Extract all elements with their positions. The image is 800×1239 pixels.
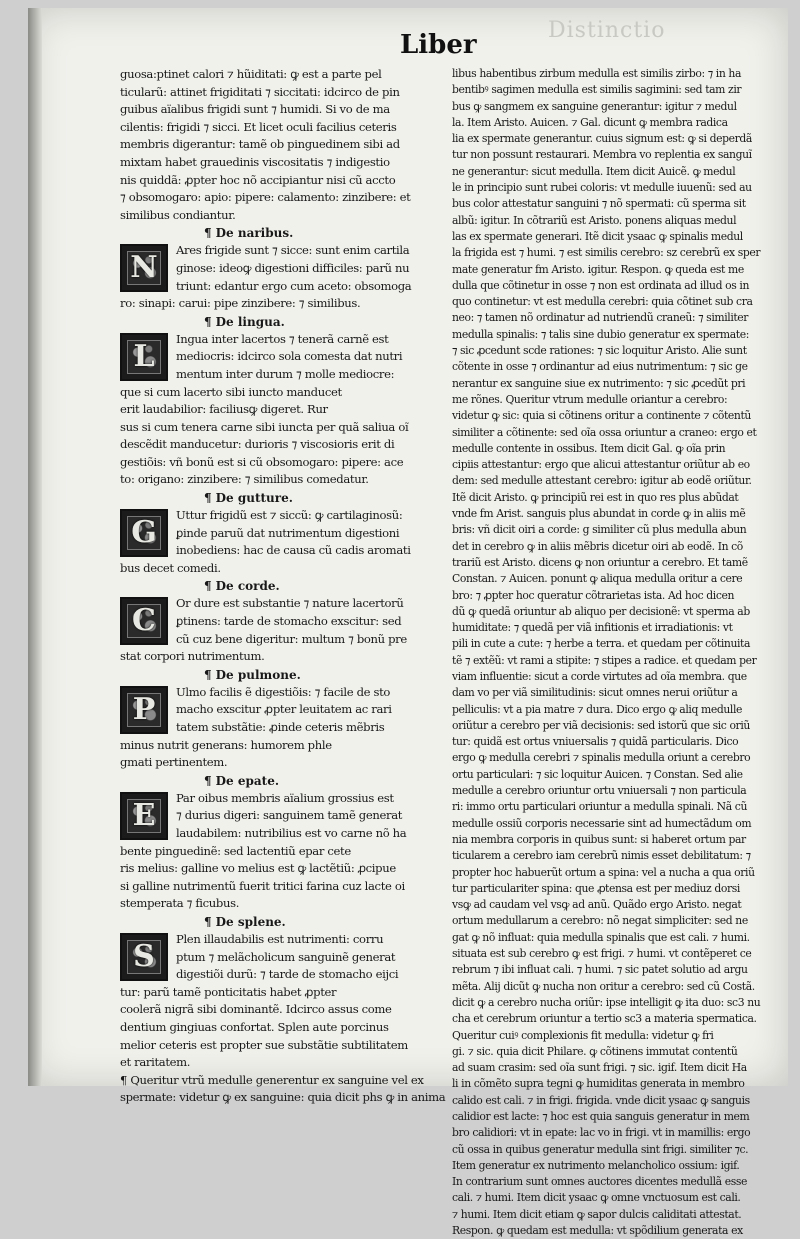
text-line: ptum ⁊ melãcholicum sanguinẽ generat xyxy=(176,949,396,964)
text-line: ne generantur: sicut medulla. Item dicit Auicẽ. ꝙ medul xyxy=(452,164,736,178)
text-line: tatem substãtie: ꝓinde ceteris mẽbris xyxy=(176,720,385,734)
text-line: Respon. ꝙ quedam est medulla: vt spõdilium generata ex xyxy=(452,1224,743,1238)
text-line: si galline nutrimentũ fuerit tritici farina cuz lacte oi xyxy=(120,878,405,893)
text-line: tur particulariter spina: que ꝓtensa est per mediuz dorsi xyxy=(452,881,740,895)
text-line: calidior est lacte: ⁊ hoc est quia sanguis generatur in mem xyxy=(452,1110,750,1123)
text-line: bente pinguedinẽ: sed lactentiũ epar cete xyxy=(120,843,351,858)
section-heading-text: De splene. xyxy=(215,914,286,929)
section-heading-text: De lingua. xyxy=(215,314,285,329)
text-line: Ulmo facilis ẽ digestiõis: ⁊ facile de sto xyxy=(176,684,391,699)
text-line: dulla que cõtinetur in osse ⁊ non est ordinata ad illud os in xyxy=(452,278,750,292)
text-line: la. Item Aristo. Auicen. ⁊ Gal. dicunt ꝙ membra radica xyxy=(452,115,728,129)
decorated-initial xyxy=(120,597,168,645)
text-line: medulla spinalis: ⁊ talis sine dubio generatur ex spermate: xyxy=(452,327,749,341)
text-line: guibus aïalibus frigidi sunt ⁊ humidi. Si vo de ma xyxy=(120,102,390,117)
text-line: oriũtur a cerebro per viã decisionis: sed istorũ que sic oriũ xyxy=(452,718,750,732)
text-line: tur: parũ tamẽ ponticitatis habet ꝓpter xyxy=(120,984,337,999)
text-line: cali. ⁊ humi. Item dicit ysaac ꝙ omne vnctuosum est cali. xyxy=(452,1191,741,1205)
initial-letter: L xyxy=(133,338,155,374)
left-column xyxy=(120,66,460,1107)
pilcrow-mark: ¶ xyxy=(204,914,212,929)
section-heading-text: De naribus. xyxy=(215,226,294,241)
decorated-initial xyxy=(120,509,168,557)
text-line: mixtam habet grauedinis viscositatis ⁊ indigestio xyxy=(120,154,390,169)
text-line: libus habentibus zirbum medulla est similis zirbo: ⁊ in ha xyxy=(452,67,742,80)
text-line: et raritatem. xyxy=(120,1055,191,1070)
text-line: Constan. ⁊ Auicen. ponunt ꝙ aliqua medulla oritur a cere xyxy=(452,572,743,586)
text-line: rebrum ⁊ ibi influat cali. ⁊ humi. ⁊ sic patet solutio ad argu xyxy=(452,963,748,977)
section-heading xyxy=(120,913,460,931)
text-line: Item generatur ex nutrimento melancholico ossium: igif. xyxy=(452,1158,740,1172)
text-line: vsꝙ ad caudam vel vsꝙ ad anũ. Quãdo ergo Aristo. negat xyxy=(452,898,742,912)
section-body xyxy=(120,507,460,577)
text-line: situata est sub cerebro ꝙ est frigi. ⁊ humi. vt contẽperet ce xyxy=(452,947,752,961)
section-body xyxy=(120,595,460,665)
text-line: Par oibus membris aïalium grossius est xyxy=(176,790,394,805)
decorated-initial xyxy=(120,792,168,840)
text-line: ticularem a cerebro iam cerebrũ nimis esset debilitatum: ⁊ xyxy=(452,849,751,863)
text-line: similiter a cõtinente: sed oĩa ossa oriuntur a craneo: ergo et xyxy=(452,425,757,439)
section-body xyxy=(120,684,460,772)
section-heading xyxy=(120,772,460,790)
text-line: dentium gingiuas confortat. Splen aute porcinus xyxy=(120,1019,389,1034)
text-line: bus ꝙ sangmem ex sanguine generantur: igitur ⁊ medul xyxy=(452,99,737,113)
section-body xyxy=(120,790,460,913)
text-line: ⁊ humi. Item dicit etiam ꝙ sapor dulcis caliditati attestat. xyxy=(452,1207,742,1221)
text-line: medulle a cerebro oriuntur ortu vniuersali ⁊ non particula xyxy=(452,784,747,798)
initial-letter: N xyxy=(130,250,158,286)
text-line: bentibꝰ sagimen medulla est similis sagimini: sed tam zir xyxy=(452,83,742,97)
text-line: ri: immo ortu particulari oriuntur a medulla spinali. Nã cũ xyxy=(452,800,747,814)
page-gutter xyxy=(28,8,42,1086)
text-line: ginose: ideoꝙ digestioni difficiles: parũ nu xyxy=(176,260,410,275)
text-line: ꝑinde paruũ dat nutrimentum digestioni xyxy=(176,525,400,540)
text-line: erit laudabilior: faciliusꝙ digeret. Rur xyxy=(120,402,328,417)
text-line: In contrarium sunt omnes auctores dicentes medullã esse xyxy=(452,1175,747,1189)
decorated-initial xyxy=(120,244,168,292)
section-heading-text: De gutture. xyxy=(215,491,293,506)
text-line: det in cerebro ꝙ in aliis mẽbris dicetur oiri ab eodẽ. In cõ xyxy=(452,539,743,553)
section-heading-text: De corde. xyxy=(215,579,280,594)
section-heading xyxy=(120,666,460,684)
text-line: medulle ossiũ corporis necessarie sint ad humectãdum om xyxy=(452,816,752,830)
text-line: tẽ ⁊ extẽũ: vt rami a stipite: ⁊ stipes a radice. et quedam per xyxy=(452,653,757,667)
text-line: melior ceteris est propter sue substãtie subtilitatem xyxy=(120,1037,408,1052)
text-line: Uttur frigidũ est ⁊ siccũ: ꝙ cartilaginosũ: xyxy=(176,508,403,523)
text-line: Plen illaudabilis est nutrimenti: corru xyxy=(176,931,384,946)
text-line: trariũ est Aristo. dicens ꝙ non oriuntur a cerebro. Et tamẽ xyxy=(452,555,748,569)
text-line: bro calidiori: vt in epate: lac vo in frigi. vt in mamillis: ergo xyxy=(452,1126,751,1140)
text-line: sus si cum tenera carne sibi iuncta per quã saliua oĩ xyxy=(120,419,409,434)
section-heading-text: De epate. xyxy=(215,773,280,788)
text-line: gestiõis: vñ bonũ est si cũ obsomogaro: pipere: ace xyxy=(120,454,404,469)
section-body xyxy=(120,242,460,312)
text-line: mentum inter durum ⁊ molle mediocre: xyxy=(176,366,395,381)
text-line: neo: ⁊ tamen nõ ordinatur ad nutriendũ craneũ: ⁊ similiter xyxy=(452,311,749,325)
text-line: calido est cali. ⁊ in frigi. frigida. vnde dicit ysaac ꝙ sanguis xyxy=(452,1093,750,1107)
text-line: digestiõi durũ: ⁊ tarde de stomacho eijci xyxy=(176,967,399,982)
text-line: li in cõmẽto supra tegni ꝙ humiditas generata in membro xyxy=(452,1077,745,1091)
text-line: la frigida est ⁊ humi. ⁊ est similis cerebro: sz cerebrũ ex sper xyxy=(452,246,761,260)
text-line: inobediens: hac de causa cũ cadis aromati xyxy=(176,543,411,558)
text-line: bus decet comedi. xyxy=(120,560,221,575)
text-line: humiditate: ⁊ quedã per viã infitionis et irradiationis: vt xyxy=(452,621,733,635)
text-line: similibus condiantur. xyxy=(120,207,236,222)
text-line: propter hoc habuerũt ortum a spina: vel a nucha a qua oriũ xyxy=(452,865,755,879)
book-page xyxy=(28,8,788,1238)
text-line: Itẽ dicit Aristo. ꝙ principiũ rei est in quo res plus abũdat xyxy=(452,490,739,504)
section-heading xyxy=(120,224,460,242)
text-line: tur non possunt restaurari. Membra vo replentia ex sanguĩ xyxy=(452,148,752,162)
section-heading xyxy=(120,313,460,331)
text-line: cũ ossa in quibus generatur medulla sint frigi. similiter ⁊c. xyxy=(452,1142,749,1156)
section-heading xyxy=(120,489,460,507)
text-line: ¶ Queritur vtrũ medulle generentur ex sanguine vel ex xyxy=(120,1072,424,1087)
text-line: vnde fm Arist. sanguis plus abundat in corde ꝙ in aliis mẽ xyxy=(452,507,746,521)
text-line: cha et cerebrum oriuntur a tertio sc3 a materia spermatica. xyxy=(452,1012,757,1026)
text-line: ꝑtinens: tarde de stomacho exscitur: sed xyxy=(176,614,402,629)
text-line: ortu particulari: ⁊ sic loquitur Auicen. ⁊ Constan. Sed alie xyxy=(452,767,743,781)
text-line: dũ ꝙ quedã oriuntur ab aliquo per decisionẽ: vt sperma ab xyxy=(452,604,750,618)
initial-letter: P xyxy=(132,691,156,727)
text-line: laudabilem: nutribilius est vo carne nõ ha xyxy=(176,825,407,840)
initial-letter: G xyxy=(131,515,157,551)
text-line: ad suam crasim: sed oĩa sunt frigi. ⁊ sic. igif. Item dicit Ha xyxy=(452,1061,747,1075)
text-line: Queritur cuiꝰ complexionis fit medulla: videtur ꝙ fri xyxy=(452,1028,714,1042)
text-line: ergo ꝙ medulla cerebri ⁊ spinalis medulla oriunt a cerebro xyxy=(452,751,751,765)
text-line: que si cum lacerto sibi iuncto manducet xyxy=(120,384,342,399)
pilcrow-mark: ¶ xyxy=(204,667,212,682)
text-line: dicit ꝙ a cerebro nucha oriũr: ipse intelligit ꝙ ita duo: sc3 nu xyxy=(452,995,761,1009)
text-line: gi. ⁊ sic. quia dicit Philare. ꝙ cõtinens immutat contentũ xyxy=(452,1044,738,1058)
section-body xyxy=(120,931,460,1072)
text-line: mẽta. Alij dicũt ꝙ nucha non oritur a cerebro: sed cũ Costã. xyxy=(452,979,755,993)
decorated-initial xyxy=(120,686,168,734)
text-line: gat ꝙ nõ influat: quia medulla spinalis que est cali. ⁊ humi. xyxy=(452,930,750,944)
text-line: stat corpori nutrimentum. xyxy=(120,649,265,664)
pilcrow-mark: ¶ xyxy=(204,226,212,241)
text-line: nis quiddã: ꝓpter hoc nõ accipiantur nisi cũ accto xyxy=(120,172,396,187)
text-line: quo continetur: vt est medulla cerebri: quia cõtinet sub cra xyxy=(452,295,753,309)
text-line: cõtente in osse ⁊ ordinantur ad eius nutrimentum: ⁊ sic ge xyxy=(452,360,748,374)
text-line: bro: ⁊ ꝓpter hoc queratur cõtrarietas ista. Ad hoc dicen xyxy=(452,588,735,602)
text-line: descẽdit manducetur: durioris ⁊ viscosioris erit di xyxy=(120,437,395,452)
text-line: ⁊ sic ꝓcedunt scde rationes: ⁊ sic loquitur Aristo. Alie sunt xyxy=(452,344,747,358)
text-line: Ares frigide sunt ⁊ sicce: sunt enim cartila xyxy=(176,243,410,258)
initial-letter: C xyxy=(132,603,156,639)
text-line: coolerã nigrã sibi dominantẽ. Idcirco assus come xyxy=(120,1002,392,1017)
text-line: medulle contente in ossibus. Item dicit Gal. ꝙ oĩa prin xyxy=(452,441,726,455)
section-body xyxy=(120,331,460,489)
text-line: Or dure est substantie ⁊ nature lacertorũ xyxy=(176,596,404,611)
text-line: tur: quidã est ortus vniuersalis ⁊ quidã particularis. Dico xyxy=(452,735,739,749)
text-line: nerantur ex sanguine siue ex nutrimento: ⁊ sic ꝓcedũt pri xyxy=(452,376,746,390)
text-line: cipiis attestantur: ergo que alicui attestantur oriũtur ab eo xyxy=(452,458,750,472)
pilcrow-mark: ¶ xyxy=(204,491,212,506)
text-line: albũ: igitur. In cõtrariũ est Aristo. ponens aliquas medul xyxy=(452,213,737,227)
pilcrow-mark: ¶ xyxy=(204,314,212,329)
text-line: cilentis: frigidi ⁊ sicci. Et licet oculi facilius ceteris xyxy=(120,119,397,134)
text-line: las ex spermate generari. Itẽ dicit ysaac ꝙ spinalis medul xyxy=(452,229,743,243)
text-line: mediocris: idcirco sola comesta dat nutri xyxy=(176,349,403,364)
pilcrow-mark: ¶ xyxy=(204,773,212,788)
text-line: me rõnes. Queritur vtrum medulle oriantur a cerebro: xyxy=(452,392,728,406)
text-line: guosa:ptinet calori ⁊ hũiditati: ꝙ est a parte pel xyxy=(120,67,382,81)
text-line: dem: sed medulle attestant cerebro: igitur ab eodẽ oriũtur. xyxy=(452,474,752,488)
initial-letter: E xyxy=(132,797,156,833)
text-line: gmati pertinentem. xyxy=(120,755,228,770)
text-line: pili in cute a cute: ⁊ herbe a terra. et quedam per cõtinuita xyxy=(452,637,751,651)
decorated-initial xyxy=(120,933,168,981)
text-line: bus color attestatur sanguini ⁊ nõ spermati: cũ sperma sit xyxy=(452,197,746,211)
text-line: ⁊ durius digeri: sanguinem tamẽ generat xyxy=(176,808,403,823)
text-line: le in principio sunt rubei coloris: vt medulle iuuenũ: sed au xyxy=(452,181,752,195)
text-line: ris melius: galline vo melius est ꝙ lactẽtiũ: ꝓcipue xyxy=(120,861,396,876)
section-heading xyxy=(120,577,460,595)
text-line: spermate: videtur ꝙ ex sanguine: quia dicit phs ꝙ in anima xyxy=(120,1090,446,1105)
text-line: stemperata ⁊ ficubus. xyxy=(120,896,240,911)
pilcrow-mark: ¶ xyxy=(204,579,212,594)
text-line: Ingua inter lacertos ⁊ tenerã carnẽ est xyxy=(176,331,389,346)
text-line: ticularũ: attinet frigiditati ⁊ siccitati: idcirco de pin xyxy=(120,84,400,99)
bleed-through-text: Distinctio xyxy=(548,18,666,43)
text-line: membris digerantur: tamẽ ob pinguedinem sibi ad xyxy=(120,137,400,152)
text-line: nia membra corporis in quibus sunt: si haberet ortum par xyxy=(452,832,746,846)
text-line: pelliculis: vt a pia matre ⁊ dura. Dico ergo ꝙ aliq medulle xyxy=(452,702,742,716)
text-line: bris: vñ dicit oiri a corde: g similiter cũ plus medulla abun xyxy=(452,523,747,537)
running-head: Liber xyxy=(400,30,477,60)
initial-letter: S xyxy=(133,938,155,974)
text-line: minus nutrit generans: humorem phle xyxy=(120,737,332,752)
right-column xyxy=(452,66,770,1239)
section-heading-text: De pulmone. xyxy=(215,667,301,682)
text-line: videtur ꝙ sic: quia si cõtinens oritur a continente ⁊ cõtentũ xyxy=(452,409,751,423)
text-line: viam influentie: sicut a corde virtutes ad oĩa membra. que xyxy=(452,669,747,683)
text-line: mate generatur fm Aristo. igitur. Respon. ꝙ queda est me xyxy=(452,262,744,276)
text-line: ortum medullarum a cerebro: nõ negat simpliciter: sed ne xyxy=(452,914,748,928)
text-line: cũ cuz bene digeritur: multum ⁊ bonũ pre xyxy=(176,631,407,646)
text-line: ro: sinapi: carui: pipe zinzibere: ⁊ similibus. xyxy=(120,296,361,311)
text-line: dam vo per viã similitudinis: sicut omnes nerui oriũtur a xyxy=(452,686,738,700)
text-line: lia ex spermate generantur. cuius signum est: ꝙ si deperdã xyxy=(452,132,752,146)
text-line: macho exscitur ꝓpter leuitatem ac rari xyxy=(176,702,392,717)
decorated-initial xyxy=(120,333,168,381)
text-line: to: origano: zinzibere: ⁊ similibus comedatur. xyxy=(120,472,369,487)
text-line: triunt: edantur ergo cum aceto: obsomoga xyxy=(176,278,412,293)
text-line: ⁊ obsomogaro: apio: pipere: calamento: zinzibere: et xyxy=(120,190,411,205)
